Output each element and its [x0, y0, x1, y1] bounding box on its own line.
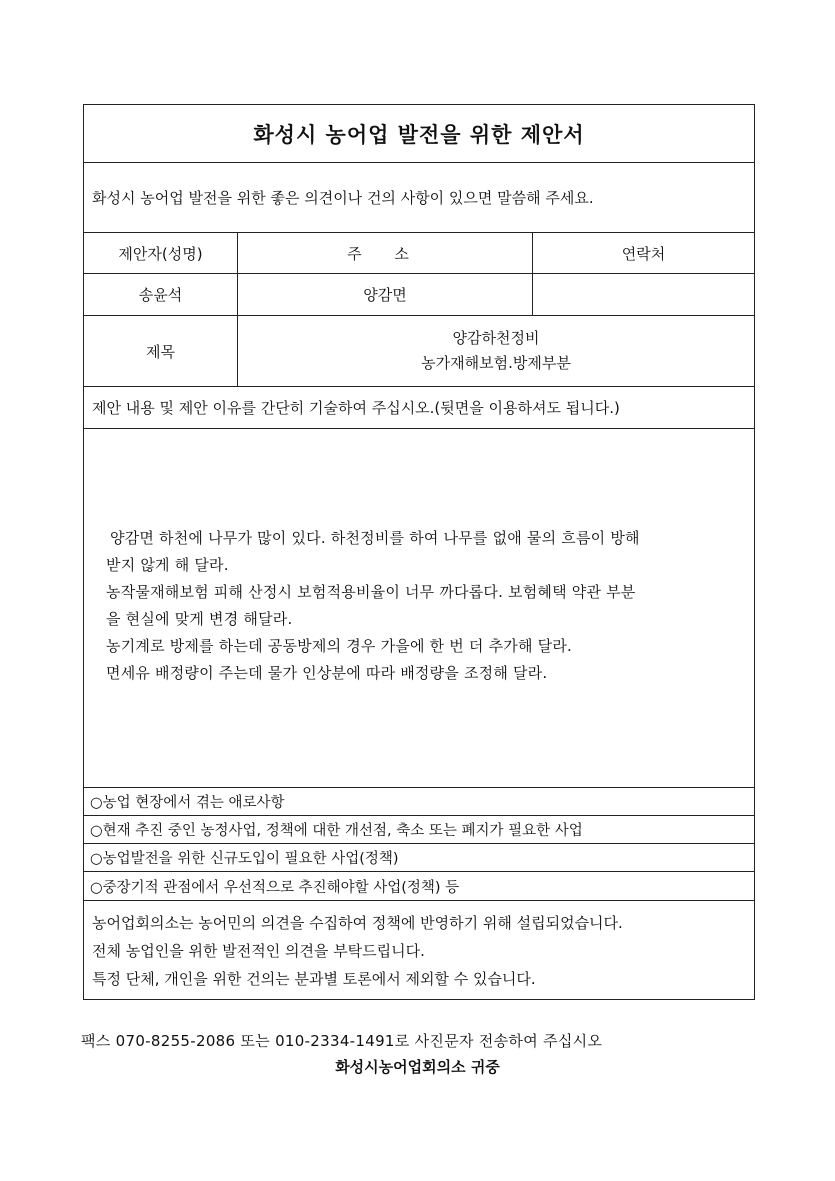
- content-paragraph-1: 양감면 하천에 나무가 많이 있다. 하천정비를 하여 나무를 없애 물의 흐름이 방해: [110, 529, 640, 547]
- guide-row: [84, 788, 754, 816]
- guide-row: [84, 872, 754, 901]
- guide-row: [84, 816, 754, 844]
- subject-value[interactable]: [237, 316, 754, 386]
- address-label: 주 소: [237, 233, 532, 273]
- content-paragraph-3: 농기계로 방제를 하는데 공동방제의 경우 가을에 한 번 더 추가해 달라.: [106, 637, 572, 655]
- guide-item: ○중장기적 관점에서 우선적으로 추진해야할 사업(정책) 등: [90, 879, 460, 896]
- subject-label: 제목: [146, 342, 175, 361]
- proposer-value[interactable]: 송윤석: [138, 286, 183, 304]
- address-value[interactable]: 양감면: [237, 274, 532, 315]
- signature-text: 화성시농어업회의소 귀중: [335, 1058, 500, 1076]
- notice-row: [84, 901, 754, 999]
- form-title-cell: [84, 105, 754, 162]
- guide-item: ○농업 현장에서 겪는 애로사항: [90, 795, 285, 811]
- fax-instruction: 팩스 070-8255-2086 또는 010-2334-1491로 사진문자 전송하여 주십시오: [81, 1032, 603, 1050]
- content-instruction: 제안 내용 및 제안 이유를 간단히 기술하여 주십시오.(뒷면을 이용하셔도 됩니다.): [92, 399, 620, 417]
- intro-text: 화성시 농어업 발전을 위한 좋은 의견이나 건의 사항이 있으면 말씀해 주세요.: [92, 189, 594, 207]
- form-title: 화성시 농어업 발전을 위한 제안서: [253, 122, 585, 147]
- proposer-label: 제안자(성명): [118, 244, 203, 263]
- values-row: [84, 274, 754, 316]
- content-paragraph-4: 면세유 배정량이 주는데 물가 인상분에 따라 배정량을 조정해 달라.: [106, 664, 548, 682]
- title-row: [84, 105, 754, 163]
- content-instruction-row: [84, 387, 754, 429]
- content-paragraph-2-cont: 을 현실에 맞게 변경 해달라.: [106, 610, 293, 628]
- subject-line-1: 양감하천정비: [452, 329, 540, 347]
- subject-line-2: 농가재해보험.방제부분: [421, 354, 571, 372]
- content-paragraph-2: 농작물재해보험 피해 산정시 보험적용비율이 너무 까다롭다. 보험혜택 약관 부분: [106, 583, 636, 601]
- notice-line-3: 특정 단체, 개인을 위한 건의는 분과별 토론에서 제외할 수 있습니다.: [92, 970, 536, 988]
- guide-row: [84, 844, 754, 872]
- contact-label: 연락처: [532, 233, 754, 273]
- notice-text: [92, 909, 623, 993]
- notice-line-1: 농어업회의소는 농어민의 의견을 수집하여 정책에 반영하기 위해 설립되었습니다.: [92, 914, 623, 932]
- content-body-row: [84, 429, 754, 788]
- contact-value[interactable]: [532, 274, 754, 315]
- guide-item: ○농업발전을 위한 신규도입이 필요한 사업(정책): [90, 851, 399, 867]
- proposal-form: [83, 104, 755, 1000]
- intro-row: [84, 163, 754, 233]
- guide-item: ○현재 추진 중인 농정사업, 정책에 대한 개선점, 축소 또는 폐지가 필요한 사업: [90, 823, 583, 839]
- notice-line-2: 전체 농업인을 위한 발전적인 의견을 부탁드립니다.: [92, 942, 425, 960]
- subject-row: [84, 316, 754, 387]
- signature: [0, 1056, 835, 1077]
- content-body[interactable]: [106, 525, 742, 687]
- content-paragraph-1-cont: 받지 않게 해 달라.: [106, 556, 229, 574]
- header-row: [84, 233, 754, 274]
